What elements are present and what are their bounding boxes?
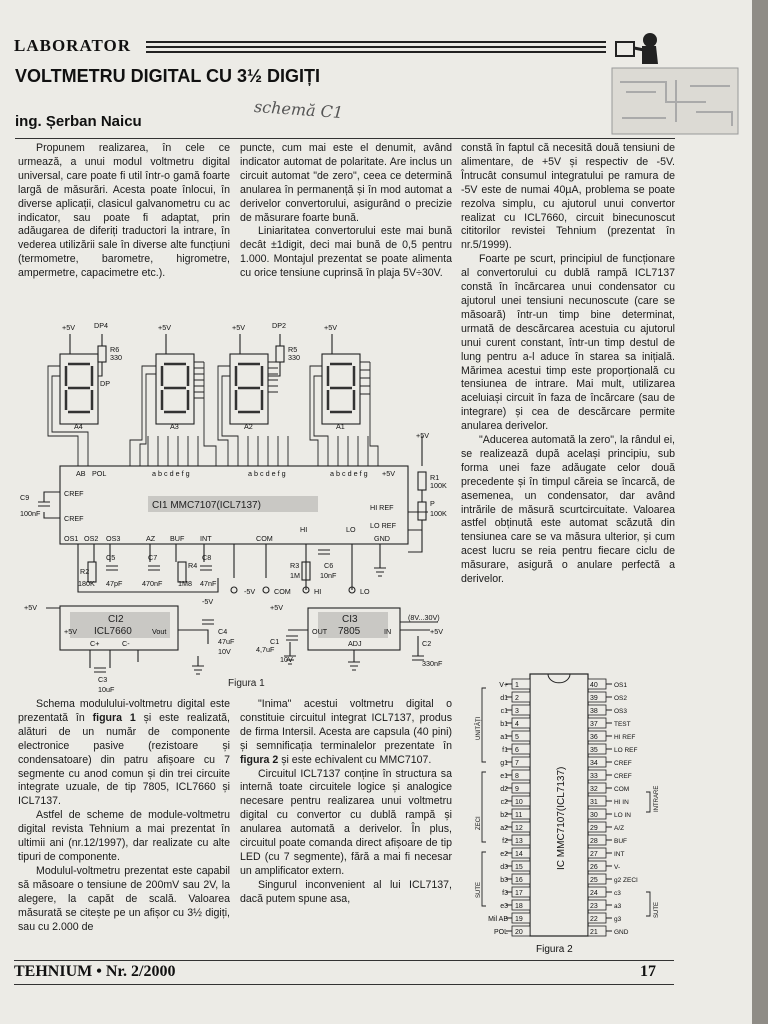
handwritten-note: schemă C1 bbox=[253, 96, 344, 123]
pin-row bbox=[588, 822, 624, 832]
header-rule bbox=[146, 41, 606, 43]
pin-name: c1 bbox=[500, 708, 508, 715]
text: și este realizată, alături de un număr de componente electronice pasive (rezistoare și condensatoare) din patru afișoare cu 7 segmente cu anod comun și din trei circuite integrate uzuale, de tip 7805, ICL7660 și ICL7137. bbox=[18, 711, 230, 808]
pin-number: 25 bbox=[590, 877, 598, 884]
paragraph: "Aducerea automată la zero", la rândul ei, se realizează după același principiu, sub forma unei faze adăugate celor două precedente și în timpul căreia se încarcă, de asemenea, un condensator, dar având intrările de măsură scurtcircuitate. Valoarea astfel obținută este automat scăzută din tensiunea care se va măsura ulterior, și cum acest lucru se reia pentru fiecare ciclu de măsurare, asigură o anulare perfectă a derivelor. bbox=[461, 434, 675, 586]
vplus-label: +5V bbox=[64, 627, 77, 636]
pin-number: 39 bbox=[590, 695, 598, 702]
vplus-label: +5V bbox=[324, 323, 337, 332]
pin-row bbox=[588, 887, 621, 897]
r5-label: R5 bbox=[288, 345, 298, 354]
pin-name: f1 bbox=[502, 747, 508, 754]
pin-number: 17 bbox=[515, 890, 523, 897]
loref-label: LO REF bbox=[370, 521, 396, 530]
vplus-label: +5V bbox=[232, 323, 245, 332]
p-value: 100K bbox=[430, 509, 447, 518]
vminus-label: -5V bbox=[202, 597, 214, 606]
c7-value: 470nF bbox=[142, 579, 163, 588]
paragraph: Circuitul ICL7137 conține în structura sa internă toate circuitele logice și analogice necesare pentru realizarea unui voltmetru digital cu convertor cu dublă rampă și anularea automată a derivelor. În plus, circuitul poate comanda direct afișoare de tip LED (cu 7 segmente), fără a mai fi necesar un amplificator extern. bbox=[240, 767, 452, 877]
c1-value: 4,7uF bbox=[256, 645, 275, 654]
pin-number: 29 bbox=[590, 825, 598, 832]
pin-name: d2 bbox=[500, 786, 508, 793]
pin-name: c2 bbox=[500, 799, 508, 806]
text: "Inima" acestui voltmetru digital o constituie circuitul integrat ICL7137, produs de firma Intersil. Acesta are capsula (40 pini) și semnificația terminalelor prezentate în bbox=[240, 698, 452, 752]
c8-label: C8 bbox=[202, 553, 212, 562]
pin-name: LO REF bbox=[614, 747, 638, 754]
os1-label: OS1 bbox=[64, 534, 79, 543]
r1-label: R1 bbox=[430, 473, 440, 482]
pin-row bbox=[500, 848, 530, 858]
out-label: OUT bbox=[312, 627, 328, 636]
figure-1-schematic bbox=[18, 316, 458, 694]
c2-label: C2 bbox=[422, 639, 432, 648]
pcb-thumbnail-icon bbox=[606, 62, 746, 142]
digit-label: A4 bbox=[74, 422, 83, 431]
dp2-label: DP2 bbox=[272, 321, 286, 330]
pin-name: d3 bbox=[500, 864, 508, 871]
pin-name: CREF bbox=[614, 773, 632, 780]
column-2-top bbox=[240, 142, 452, 281]
text: și este echivalent cu MMC7107. bbox=[278, 753, 432, 766]
pin-name: b2 bbox=[500, 812, 508, 819]
pin-row bbox=[500, 731, 530, 741]
pin-number: 2 bbox=[515, 695, 519, 702]
chip-label: IC MMC7107(ICL7137) bbox=[556, 766, 567, 870]
group-label: UNITĂȚI bbox=[476, 716, 482, 740]
pin-row bbox=[588, 692, 627, 702]
pin-row bbox=[588, 809, 631, 819]
vplus-label: +5V bbox=[416, 431, 429, 440]
pin-number: 34 bbox=[590, 760, 598, 767]
c6-value: 10nF bbox=[320, 571, 337, 580]
pin-number: 7 bbox=[515, 760, 519, 767]
pin-name: g1 bbox=[500, 760, 508, 767]
ic1-label: CI1 MMC7107(ICL7137) bbox=[152, 500, 261, 511]
pin-row bbox=[588, 874, 638, 884]
pin-name: d1 bbox=[500, 695, 508, 702]
vout-label: Vout bbox=[152, 627, 167, 636]
title-rule bbox=[15, 138, 675, 139]
pin-number: 13 bbox=[515, 838, 523, 845]
pin-number: 6 bbox=[515, 747, 519, 754]
cminus-label: C- bbox=[122, 639, 130, 648]
c4-voltage: 10V bbox=[218, 647, 231, 656]
pin-row bbox=[588, 705, 627, 715]
vplus-label: +5V bbox=[62, 323, 75, 332]
ic3-part: 7805 bbox=[338, 626, 361, 637]
pin-row bbox=[500, 861, 530, 871]
az-label: AZ bbox=[146, 534, 156, 543]
vplus-label: +5V bbox=[430, 627, 443, 636]
ic3-name: CI3 bbox=[342, 614, 358, 625]
pin-row bbox=[588, 861, 620, 871]
pin-number: 3 bbox=[515, 708, 519, 715]
pin-name: INT bbox=[614, 851, 625, 858]
pin-row bbox=[500, 718, 530, 728]
pin-number: 36 bbox=[590, 734, 598, 741]
pin-number: 31 bbox=[590, 799, 598, 806]
gnd-label: GND bbox=[374, 534, 390, 543]
buf-label: BUF bbox=[170, 534, 185, 543]
c4-label: C4 bbox=[218, 627, 228, 636]
mascot-logo-icon bbox=[612, 30, 664, 66]
header-rule bbox=[146, 46, 606, 48]
pin-number: 10 bbox=[515, 799, 523, 806]
pin-name: OS3 bbox=[614, 708, 628, 715]
column-1-top bbox=[18, 142, 230, 281]
vplus-label: +5V bbox=[158, 323, 171, 332]
figure-2-caption: Figura 2 bbox=[536, 944, 573, 955]
pin-row bbox=[588, 718, 631, 728]
pin-row bbox=[588, 744, 638, 754]
pin-name: b1 bbox=[500, 721, 508, 728]
pin-name: LO IN bbox=[614, 812, 631, 819]
vplus-label: +5V bbox=[24, 603, 37, 612]
text: Schema modulului-voltmetru digital este prezentată în bbox=[18, 698, 230, 724]
footer-rule bbox=[14, 984, 674, 985]
figure-1-caption: Figura 1 bbox=[228, 678, 265, 689]
header-rule bbox=[146, 51, 606, 53]
paragraph: Modulul-voltmetru prezentat este capabil să măsoare o tensiune de 200mV sau 2V, la alegere, la capăt de scală. Valoarea măsurată se citește pe un afișor cu 3½ digiți, sau cu 2.000 de bbox=[18, 864, 230, 933]
pin-name: CREF bbox=[614, 760, 632, 767]
c5-label: C5 bbox=[106, 553, 116, 562]
digit-label: A1 bbox=[336, 422, 345, 431]
pin-number: 27 bbox=[590, 851, 598, 858]
pin-name: a2 bbox=[500, 825, 508, 832]
pin-number: 35 bbox=[590, 747, 598, 754]
pin-row bbox=[588, 770, 632, 780]
pin-name: c3 bbox=[614, 890, 621, 897]
c6-label: C6 bbox=[324, 561, 334, 570]
paragraph: puncte, cum mai este el denumit, având indicator automat de polaritate. Are inclus un circuit automat "de zero", ceea ce determină anularea în permanență și în mod automat a derivelor convertorului, asigurând o precizie de măsurare foarte bună. bbox=[240, 142, 452, 224]
paragraph: Astfel de scheme de module-voltmetru digital revista Tehnium a mai prezentat în ultimii ani (nr.12/1997), dar realizate cu alte tipuri de componente. bbox=[18, 809, 230, 863]
c1-voltage: 10V bbox=[280, 655, 293, 664]
digit-label: A2 bbox=[244, 422, 253, 431]
pol-label: POL bbox=[92, 469, 107, 478]
pin-number: 8 bbox=[515, 773, 519, 780]
hiref-label: HI REF bbox=[370, 503, 394, 512]
pin-name: POL bbox=[493, 929, 508, 936]
pin-number: 23 bbox=[590, 903, 598, 910]
pin-row bbox=[588, 796, 629, 806]
vminus-label: -5V bbox=[244, 587, 256, 596]
pin-row bbox=[588, 783, 629, 793]
pin-row bbox=[588, 926, 629, 936]
vin-label: (8V...30V) bbox=[408, 613, 440, 622]
ic2-name: CI2 bbox=[108, 614, 124, 625]
pin-number: 16 bbox=[515, 877, 523, 884]
dp4-label: DP4 bbox=[94, 321, 108, 330]
pin-name: V- bbox=[614, 864, 621, 871]
paragraph: Singurul inconvenient al lui ICL7137, dacă putem spune asa, bbox=[240, 878, 452, 905]
pin-name: HI REF bbox=[614, 734, 636, 741]
dp-label: DP bbox=[100, 379, 110, 388]
pin-name: V+ bbox=[499, 682, 508, 689]
lo-label: LO bbox=[346, 525, 356, 534]
pin-row bbox=[500, 900, 530, 910]
page-number: 17 bbox=[640, 963, 656, 980]
pin-number: 9 bbox=[515, 786, 519, 793]
seg-labels: abcdefg bbox=[152, 469, 192, 478]
group-label: INTRARE bbox=[654, 785, 660, 812]
r5-value: 330 bbox=[288, 353, 300, 362]
paragraph bbox=[18, 698, 230, 809]
os2-label: OS2 bbox=[84, 534, 99, 543]
pin-number: 22 bbox=[590, 916, 598, 923]
figure-ref: figura 1 bbox=[92, 711, 136, 724]
pin-row bbox=[502, 887, 530, 897]
pin-number: 1 bbox=[515, 682, 519, 689]
pin-number: 21 bbox=[590, 929, 598, 936]
pin-row bbox=[500, 783, 530, 793]
pin-row bbox=[588, 679, 627, 689]
p-label: P bbox=[430, 499, 435, 508]
r4-label: R4 bbox=[188, 561, 198, 570]
pin-row bbox=[500, 874, 530, 884]
pin-name: a1 bbox=[500, 734, 508, 741]
r4-value: 1M8 bbox=[178, 579, 192, 588]
int-label: INT bbox=[200, 534, 212, 543]
cref-label: CREF bbox=[64, 489, 84, 498]
pin-number: 26 bbox=[590, 864, 598, 871]
pin-row bbox=[588, 757, 632, 767]
os3-label: OS3 bbox=[106, 534, 121, 543]
pin-number: 4 bbox=[515, 721, 519, 728]
pin-name: g3 bbox=[614, 916, 622, 923]
pin-row bbox=[502, 744, 530, 754]
pin-row bbox=[500, 757, 530, 767]
pin-number: 11 bbox=[515, 812, 523, 819]
pin-name: g2 ZECI bbox=[614, 877, 638, 884]
ab-label: AB bbox=[76, 469, 86, 478]
c3-value: 10uF bbox=[98, 685, 115, 694]
article-title: VOLTMETRU DIGITAL CU 3½ DIGIȚI bbox=[15, 66, 321, 86]
pin-name: e2 bbox=[500, 851, 508, 858]
c3-label: C3 bbox=[98, 675, 108, 684]
pin-name: f3 bbox=[502, 890, 508, 897]
vplus-label: +5V bbox=[270, 603, 283, 612]
pin-number: 20 bbox=[515, 929, 523, 936]
r3-label: R3 bbox=[290, 561, 300, 570]
pin-number: 19 bbox=[515, 916, 523, 923]
pin-name: e1 bbox=[500, 773, 508, 780]
pin-name: OS1 bbox=[614, 682, 628, 689]
pin-row bbox=[500, 809, 530, 819]
cref-label: CREF bbox=[64, 514, 84, 523]
vplus-pin-label: +5V bbox=[382, 469, 395, 478]
pin-row bbox=[502, 835, 530, 845]
pin-row bbox=[501, 796, 530, 806]
figure-ref: figura 2 bbox=[240, 753, 279, 766]
right-pin-list bbox=[588, 679, 638, 936]
pin-row bbox=[588, 848, 625, 858]
paragraph: constă în faptul că necesită două tensiuni de alimentare, de +5V și respectiv de -5V. Întrucât consumul integratului pe ramura de -5V este de numai 40µA, problema se poate rezolva simplu, cu ajutorul unui convertor realizat cu ICL7660, circuit binecunoscut cititorilor revistei Tehnium (prezentat în nr.5/1999). bbox=[461, 142, 675, 252]
pin-row bbox=[588, 913, 622, 923]
c1-label: C1 bbox=[270, 637, 280, 646]
paragraph: Propunem realizarea, în cele ce urmează, a unui modul voltmetru digital universal, care poate fi util într-o gamă foarte largă de măsurări. Acesta poate înlocui, în diverse aplicații, clasicul galvanometru cu ac indicator, sau poate fi adaptat, prin adăugarea de diferiți traductori la intrare, în vederea utilizării sale în diverse alte funcțiuni (termometre, barometre, higrometre, ampermetre, capacimetre etc.). bbox=[18, 142, 230, 280]
c9-label: C9 bbox=[20, 493, 30, 502]
r6-value: 330 bbox=[110, 353, 122, 362]
journal-footer: TEHNIUM • Nr. 2/2000 bbox=[14, 963, 176, 980]
pin-name: Mil AB bbox=[488, 916, 508, 923]
pin-number: 12 bbox=[515, 825, 523, 832]
pin-number: 24 bbox=[590, 890, 598, 897]
pin-name: a3 bbox=[614, 903, 622, 910]
pin-number: 15 bbox=[515, 864, 523, 871]
pin-name: COM bbox=[614, 786, 630, 793]
pin-name: A/Z bbox=[614, 825, 625, 832]
pin-number: 28 bbox=[590, 838, 598, 845]
pin-row bbox=[588, 835, 627, 845]
pin-number: 40 bbox=[590, 682, 598, 689]
pin-number: 18 bbox=[515, 903, 523, 910]
r2-value: 180K bbox=[78, 579, 95, 588]
lo-terminal-label: LO bbox=[360, 587, 370, 596]
pin-row bbox=[588, 731, 635, 741]
com-terminal-label: COM bbox=[274, 587, 291, 596]
digit-label: A3 bbox=[170, 422, 179, 431]
pin-number: 5 bbox=[515, 734, 519, 741]
c4-value: 47uF bbox=[218, 637, 235, 646]
c2-value: 330nF bbox=[422, 659, 443, 668]
group-label: SUTE bbox=[476, 881, 482, 898]
pin-row bbox=[501, 705, 530, 715]
pin-number: 32 bbox=[590, 786, 598, 793]
c7-label: C7 bbox=[148, 553, 158, 562]
pin-name: OS2 bbox=[614, 695, 628, 702]
cplus-label: C+ bbox=[90, 639, 100, 648]
c8-value: 47nF bbox=[200, 579, 217, 588]
column-3 bbox=[461, 142, 675, 587]
paragraph bbox=[240, 698, 452, 768]
adj-label: ADJ bbox=[348, 639, 362, 648]
pin-name: f2 bbox=[502, 838, 508, 845]
pin-number: 38 bbox=[590, 708, 598, 715]
footer-rule bbox=[14, 960, 674, 961]
pin-name: b3 bbox=[500, 877, 508, 884]
pin-name: HI IN bbox=[614, 799, 629, 806]
group-label: ZECI bbox=[476, 816, 482, 830]
pin-number: 33 bbox=[590, 773, 598, 780]
paragraph: Foarte pe scurt, principiul de funcționare al convertorului cu dublă rampă ICL7137 constă în încărcarea unui condensator cu ajutorul unei tensiuni necunoscute (care se măsoară) într-un timp bine determinat, urmată de descărcarea acestuia cu ajutorul unui curent constant, într-un timp destul de lung pentru a-l aduce în starea sa inițială. Mărimea acestui timp este proporțională cu tensiunea de intrare. Mai mult, utilizarea aceluiași circuit în faza de încărcare (sau de integrare) și cea de descărcare permite anularea derivelor. bbox=[461, 253, 675, 433]
pin-number: 14 bbox=[515, 851, 523, 858]
page-edge bbox=[752, 0, 768, 1024]
r2-label: R2 bbox=[80, 567, 90, 576]
pin-row bbox=[500, 770, 530, 780]
pin-row bbox=[499, 679, 530, 689]
article-author: ing. Șerban Naicu bbox=[15, 113, 142, 130]
seg-labels: abcdefg bbox=[330, 469, 370, 478]
pin-name: e3 bbox=[500, 903, 508, 910]
left-pin-list bbox=[488, 679, 530, 936]
ic2-part: ICL7660 bbox=[94, 626, 132, 637]
in-label: IN bbox=[384, 627, 392, 636]
com-label: COM bbox=[256, 534, 273, 543]
r1-value: 100K bbox=[430, 481, 447, 490]
pin-name: TEST bbox=[614, 721, 631, 728]
r3-value: 1M bbox=[290, 571, 300, 580]
figure-2-pinout bbox=[460, 670, 680, 960]
pin-row bbox=[488, 913, 530, 923]
c5-value: 47pF bbox=[106, 579, 123, 588]
r6-label: R6 bbox=[110, 345, 120, 354]
section-header: LABORATOR bbox=[14, 36, 132, 55]
column-1-bottom bbox=[18, 698, 230, 934]
pin-row bbox=[500, 692, 530, 702]
group-label: SUTE bbox=[654, 901, 660, 918]
pin-row bbox=[494, 926, 530, 936]
pin-name: GND bbox=[614, 929, 629, 936]
column-2-bottom bbox=[240, 698, 452, 907]
seg-labels: abcdefg bbox=[248, 469, 288, 478]
c9-value: 100nF bbox=[20, 509, 41, 518]
pin-row bbox=[588, 900, 622, 910]
pin-number: 30 bbox=[590, 812, 598, 819]
pin-number: 37 bbox=[590, 721, 598, 728]
hi-terminal-label: HI bbox=[314, 587, 322, 596]
paragraph: Liniaritatea convertorului este mai bună decât ±1digit, deci mai bună de 0,5 pentru 1.000. Montajul prezentat se poate alimenta cu orice tensiune cuprinsă în plaja 5V÷30V. bbox=[240, 225, 452, 280]
pin-row bbox=[500, 822, 530, 832]
hi-label: HI bbox=[300, 525, 308, 534]
pin-name: BUF bbox=[614, 838, 627, 845]
